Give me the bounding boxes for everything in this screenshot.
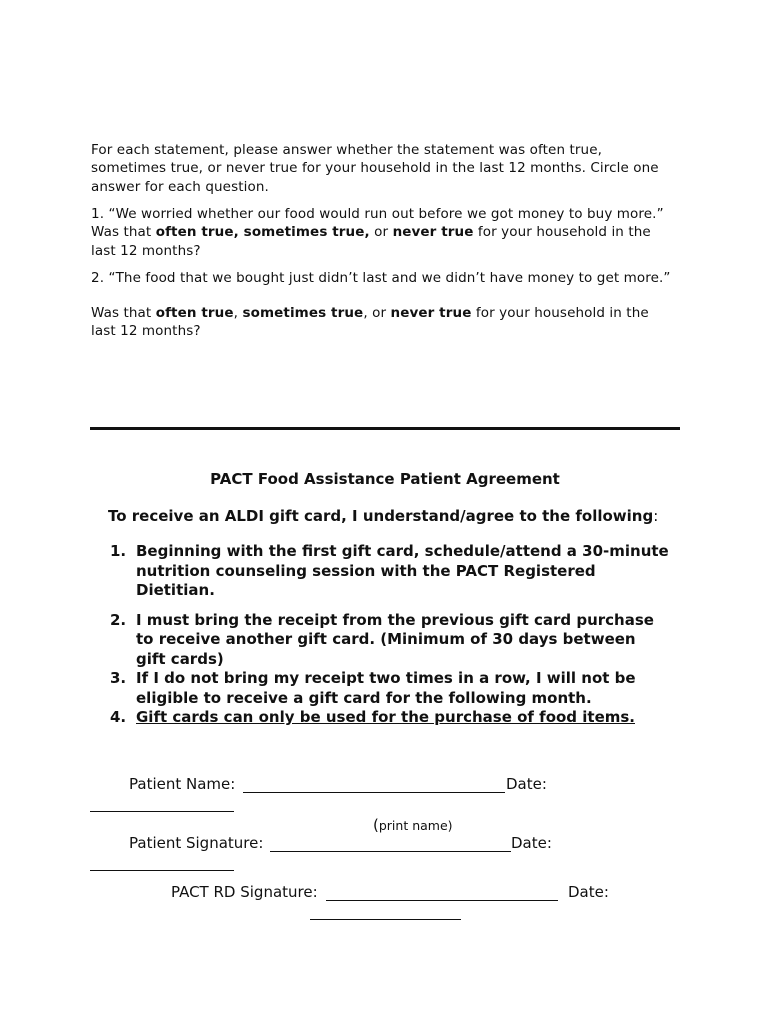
rule-number: 2.: [110, 610, 127, 629]
prompt-text: for your household in the: [471, 305, 649, 321]
agreement-subtitle: [108, 507, 658, 525]
prompt-text: Was that: [91, 224, 156, 241]
print-name-text: print name): [378, 818, 453, 833]
rule-line: If I do not bring my receipt two times in a row, I will not be: [136, 669, 636, 687]
patient-signature-date-field[interactable]: [90, 870, 234, 871]
rule-line: to receive another gift card. (Minimum of 30 days between: [136, 630, 636, 648]
rule-item: [110, 669, 680, 708]
patient-name-label: Patient Name:: [129, 775, 236, 793]
patient-signature-date-label: Date:: [511, 834, 552, 852]
question-1-statement: 1. “We worried whether our food would run out before we got money to buy more.”: [91, 206, 664, 222]
rule-number: 3.: [110, 669, 127, 687]
intro-line: sometimes true, or never true for your household in the last 12 months. Circle one: [91, 160, 659, 177]
question-2-prompt-block: [91, 304, 691, 341]
rd-signature-label: PACT RD Signature:: [171, 883, 318, 901]
answer-option-often: often true: [155, 305, 234, 321]
rule-line: Beginning with the first gift card, schedule/attend a 30-minute: [136, 542, 669, 560]
rule-item: [110, 611, 680, 670]
intro-paragraph: [91, 141, 691, 196]
patient-name-field[interactable]: [243, 792, 505, 793]
question-2-prompt: [91, 304, 691, 322]
prompt-text: for your household in the: [473, 224, 651, 241]
rd-signature-date-field[interactable]: [310, 919, 461, 920]
subtitle-colon: :: [653, 507, 659, 525]
rule-line: nutrition counseling session with the PACT Registered: [136, 561, 596, 580]
prompt-text: , or: [363, 305, 391, 321]
rule-line: Gift cards can only be used for the purchase of food items.: [136, 708, 635, 726]
prompt-text: or: [369, 224, 393, 241]
rule-line: Dietitian.: [136, 581, 215, 599]
rule-item: [110, 708, 680, 728]
patient-signature-label: Patient Signature:: [129, 834, 264, 852]
answer-options: often true, sometimes true,: [155, 224, 370, 241]
rule-line: gift cards): [136, 649, 224, 668]
agreement-rules-list: [110, 542, 680, 728]
intro-line: answer for each question.: [91, 178, 269, 195]
rule-line: eligible to receive a gift card for the following month.: [136, 688, 592, 707]
rule-number: 4.: [110, 708, 127, 726]
rd-signature-date-label: Date:: [568, 883, 609, 901]
intro-line: For each statement, please answer whether the statement was often true,: [91, 142, 602, 158]
rule-number: 1.: [110, 542, 127, 560]
rd-signature-field[interactable]: [326, 900, 558, 901]
question-2-period: last 12 months?: [91, 323, 201, 340]
answer-option-sometimes: sometimes true: [242, 305, 364, 321]
rule-line: I must bring the receipt from the previous gift card purchase: [136, 610, 654, 629]
question-1-period: last 12 months?: [91, 242, 201, 259]
paren: (: [373, 816, 379, 834]
subtitle-text: To receive an ALDI gift card, I understand/agree to the following: [108, 507, 654, 525]
question-2: [91, 269, 691, 287]
patient-signature-field[interactable]: [270, 851, 511, 852]
question-1-prompt: [91, 223, 691, 241]
question-2-statement: 2. “The food that we bought just didn’t last and we didn’t have money to get more.”: [91, 270, 671, 286]
question-1: [91, 205, 691, 260]
prompt-text: ,: [233, 305, 243, 321]
answer-option-never: never true: [390, 305, 472, 321]
answer-option-never: never true: [392, 224, 474, 241]
patient-name-date-field[interactable]: [90, 811, 234, 812]
agreement-title: PACT Food Assistance Patient Agreement: [210, 470, 560, 488]
prompt-text: Was that: [91, 305, 156, 321]
rule-item: [110, 542, 680, 601]
section-divider: [90, 427, 680, 430]
print-name-note: [373, 815, 453, 834]
patient-name-date-label: Date:: [506, 775, 547, 793]
